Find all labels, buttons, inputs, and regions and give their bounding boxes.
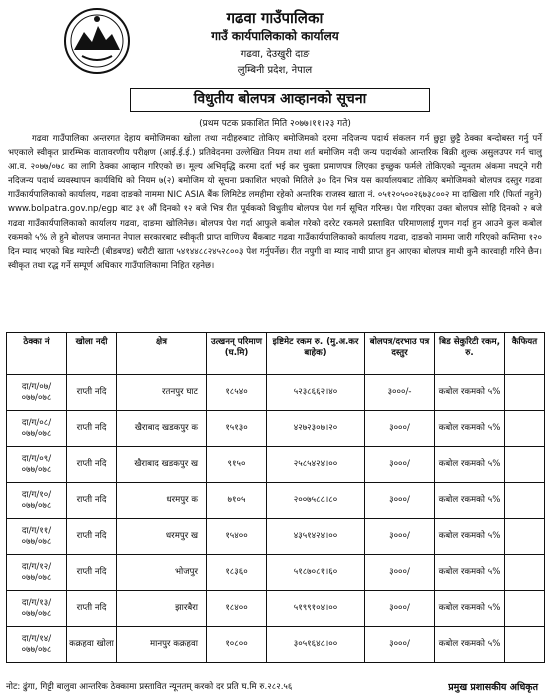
table-row xyxy=(7,483,545,519)
column-header: उत्खनन् परिमाण (घ.मि) xyxy=(207,333,267,375)
table-cell: ५१९९१०४।०० xyxy=(267,591,365,627)
table-row xyxy=(7,411,545,447)
table-cell: दा/ग/१०/ ०७७/०७८ xyxy=(7,483,67,519)
table-cell: ३०००/ xyxy=(365,555,435,591)
table-cell: ९१५० xyxy=(207,447,267,483)
table-cell: राप्ती नदि xyxy=(67,411,117,447)
table-cell: धरमपुर क xyxy=(117,483,207,519)
table-cell: दा/ग/१२/ ०७७/०७८ xyxy=(7,555,67,591)
table-cell: कबोल रकमको ५% xyxy=(435,627,505,663)
table-cell: झारबैरा xyxy=(117,591,207,627)
table-cell: ५१८७०८१।६० xyxy=(267,555,365,591)
table-cell: १८३६० xyxy=(207,555,267,591)
letterhead xyxy=(0,0,550,88)
table-cell: ३०००/ xyxy=(365,483,435,519)
table-cell: १०८०० xyxy=(207,627,267,663)
notice-body xyxy=(8,132,542,273)
table-cell: दा/ग/०७/ ०७७/०७८ xyxy=(7,375,67,411)
tender-table xyxy=(6,332,545,663)
table-cell: ३०००/ xyxy=(365,591,435,627)
column-header: खोला नदी xyxy=(67,333,117,375)
table-cell: रतनपुर घाट xyxy=(117,375,207,411)
table-cell: दा/ग/११/ ०७७/०७८ xyxy=(7,519,67,555)
column-header: इष्टिमेट रकम रु. (मु.अ.कर बाहेक) xyxy=(267,333,365,375)
footnote: नोट: ढुंगा, गिट्टी बालुवा आन्तरिक ठेक्कामा प्रस्तावित न्यूनतम् करको दर प्रति घ.मि रु.२८२.५६ xyxy=(6,682,293,692)
table-row xyxy=(7,447,545,483)
table-cell: धरमपुर ख xyxy=(117,519,207,555)
table-cell: राप्ती नदि xyxy=(67,519,117,555)
table-row xyxy=(7,519,545,555)
table-cell: कबोल रकमको ५% xyxy=(435,519,505,555)
table-cell: २००७५८८।८० xyxy=(267,483,365,519)
table-row xyxy=(7,591,545,627)
table-cell xyxy=(505,375,545,411)
table-row xyxy=(7,375,545,411)
table-cell: राप्ती नदि xyxy=(67,591,117,627)
column-header: कैफियत xyxy=(505,333,545,375)
column-header: बोलपत्र/दरभाउ पत्र दस्तुर xyxy=(365,333,435,375)
table-cell: १८५४० xyxy=(207,375,267,411)
table-cell: २५८५४२४।०० xyxy=(267,447,365,483)
table-cell: खैराबाद खडकपुर क xyxy=(117,411,207,447)
province-name: लुम्बिनी प्रदेश, नेपाल xyxy=(237,65,313,76)
table-cell: १५४०० xyxy=(207,519,267,555)
table-body xyxy=(7,375,545,663)
table-cell xyxy=(505,447,545,483)
office-address: गढवा, देउखुरी दाङ xyxy=(240,49,310,60)
table-cell: दा/ग/०८/ ०७७/०७८ xyxy=(7,411,67,447)
table-cell xyxy=(505,627,545,663)
table-cell: ३०५१६४८।०० xyxy=(267,627,365,663)
table-cell: ४२७२३०७।२० xyxy=(267,411,365,447)
office-name: गाउँ कार्यपालिकाको कार्यालय xyxy=(211,29,339,43)
table-cell: खैराबाद खडकपुर ख xyxy=(117,447,207,483)
notice-paragraph: गढवा गाउँपालिका अन्तरगत देहाय बमोजिमका खोला तथा नदीहरुबाट तोकिए बमोजिमको दरमा नदिजन्य पदार्थ संकलन गर्न छुट्टा छुट्टै ठेक्का बन्दोबस्त गर्नु पर्ने भएकाले स्वीकृत प्रारम्भिक वातावरणीय परीक्षण (आई.ई.ई.) प्रतिवेदनमा उल्लेखित नियम तथा शर्त बमोजिम नदी जन्य पदार्थको आन्तरिक बिक्री शुल्क असुलउपर गर्न चालु आ.व. २०७७/०७८ का लागि ठेक्का आव्हान गरिएको छ। मूल्य अभिवृद्धि करमा दर्ता भई कर चुक्ता प्रमाणपत्र लिएका इच्छुक फर्मले तोकिएको न्यूनतम अंकमा नघट्ने गरी नदिजन्य पदार्थ व्यवस्थापन कार्यविधि को नियम ७(२) बमोजिम यो सूचना प्रकाशित भएको मितिले ३० दिन भित्र यस कार्यालयबाट तोकिए बमोजिमको बोलपत्र दस्तुर गढवा गाउँकार्यपालिकाको कार्यालय, गढवा दाङको नाममा NIC ASIA बैंक लिमिटेड लमहीमा रहेको अन्तरिक राजस्व खाता नं. ०५१२०५००२६७३८००२ मा दाखिला गरि (फिर्ता नहुने) www.bolpatra.gov.np/egp बाट ३१ औं दिनको १२ बजे भित्र रीत पूर्वकको विधुतीय बोलपत्र पेश गर्न सूचित गरिन्छ। पेश गरिएका उक्त बोलपत्र सोहि दिनको २ बजे गढवा गाउँकार्यपालिकाको कार्यालय गढवा, दाङमा खोलिनेछ। बोलपत्र पेश गर्दा आफुले कबोल गरेको दररेट रकमले प्रस्तावित परिमाणलाई गुणन गर्दा हुन आउने कुल कबोल रकमको ५% ले हुने बोलपत्र जमानत नेपाल सरकारबाट स्वीकृती प्राप्त वाणिज्य बैंकबाट गढवा गाउँकार्यपालिकाको कार्यालय गढवा, दाङको नाममा जारी गरिएको कम्तिमा १२० दिन म्याद भएको बिड ग्यारेन्टी (बीडबण्ड) धरौटी खाता ५४१४४८८२४५२८००३ पेश गर्नुपर्नेछ। रीत नपुगी वा म्याद नाघी प्राप्त हुन आएका बोलपत्र माथी कुनै कारवाही गरिने छैन। स्वीकृत तथा रद्ध गर्ने सम्पूर्ण अधिकार गाउँपालिकामा निहित रहनेछ। xyxy=(8,134,542,271)
table-row xyxy=(7,627,545,663)
notice-title: विधुतीय बोलपत्र आव्हानको सूचना xyxy=(130,88,430,112)
table-cell: १५१३० xyxy=(207,411,267,447)
column-header: क्षेत्र xyxy=(117,333,207,375)
table-cell: राप्ती नदि xyxy=(67,447,117,483)
table-cell: कक्रहवा खोला xyxy=(67,627,117,663)
table-cell: ७१०५ xyxy=(207,483,267,519)
table-cell: राप्ती नदि xyxy=(67,555,117,591)
table-cell: दा/ग/१३/ ०७७/०७८ xyxy=(7,591,67,627)
table-cell: राप्ती नदि xyxy=(67,483,117,519)
org-name: गढवा गाउँपालिका xyxy=(226,9,324,27)
table-cell xyxy=(505,519,545,555)
table-cell: दा/ग/०९/ ०७७/०७८ xyxy=(7,447,67,483)
publication-note: (प्रथम पटक प्रकाशित मिति २०७७।११।२३ गते) xyxy=(199,119,351,129)
table-cell: दा/ग/१४/ ०७७/०७८ xyxy=(7,627,67,663)
table-cell: १८४०० xyxy=(207,591,267,627)
table-cell: कबोल रकमको ५% xyxy=(435,411,505,447)
table-cell: ३०००/ xyxy=(365,447,435,483)
table-cell: कबोल रकमको ५% xyxy=(435,483,505,519)
table-cell xyxy=(505,483,545,519)
table-cell: ५२३८६६२।४० xyxy=(267,375,365,411)
table-cell: मानपुर कक्रहवा xyxy=(117,627,207,663)
column-header: ठेक्का नं xyxy=(7,333,67,375)
table-row xyxy=(7,555,545,591)
table-cell: कबोल रकमको ५% xyxy=(435,555,505,591)
table-cell: कबोल रकमको ५% xyxy=(435,591,505,627)
table-cell xyxy=(505,555,545,591)
table-cell: राप्ती नदि xyxy=(67,375,117,411)
table-cell xyxy=(505,411,545,447)
table-cell: ३०००/- xyxy=(365,375,435,411)
table-cell: ३०००/ xyxy=(365,411,435,447)
column-header: बिड सेकुरिटी रकम, रु. xyxy=(435,333,505,375)
table-cell: ३०००/ xyxy=(365,519,435,555)
table-header-row xyxy=(7,333,545,375)
table-cell: कबोल रकमको ५% xyxy=(435,375,505,411)
table-cell: कबोल रकमको ५% xyxy=(435,447,505,483)
table-cell: ४३५१४२४।०० xyxy=(267,519,365,555)
table-cell: भोजपुर xyxy=(117,555,207,591)
signoff: प्रमुख प्रशासकीय अधिकृत xyxy=(448,682,538,693)
table-cell: ३०००/ xyxy=(365,627,435,663)
table-cell xyxy=(505,591,545,627)
